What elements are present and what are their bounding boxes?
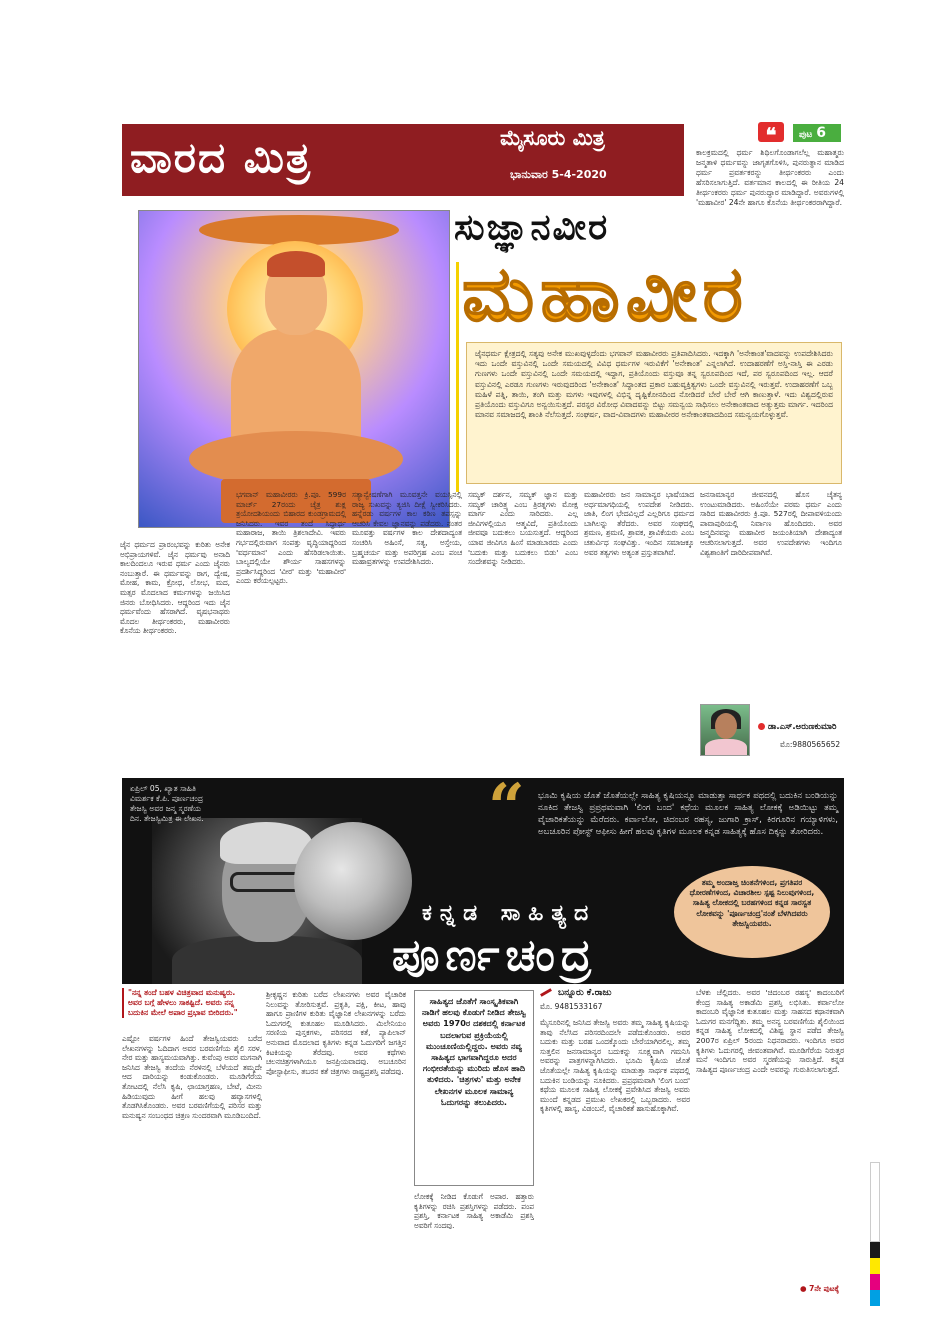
article-column-3: ಸತ್ಯಾನ್ವೇಷಣೆಗಾಗಿ ಮೂವತ್ತನೇ ವಯಸ್ಸಿನಲ್ಲಿ ರಾಜ್ಯ ಸುಖವನ್ನು ತ್ಯಜಿಸಿ ದೀಕ್ಷೆ ಸ್ವೀಕರಿಸಿದರು. ಹನ್ನೆರಡು ವರ್ಷಗಳ ಕಾಲ ಕಠಿಣ ತಪಸ್ಸನ್ನು ಆಚರಿಸಿ ಕೇವಲ ಜ್ಞಾನವನ್ನು ಪಡೆದರು. ನಂತರ ಮೂವತ್ತು ವರ್ಷಗಳ ಕಾಲ ದೇಶದಾದ್ಯಂತ ಸಂಚರಿಸಿ ಅಹಿಂಸೆ, ಸತ್ಯ, ಅಸ್ತೇಯ, ಬ್ರಹ್ಮಚರ್ಯ ಮತ್ತು ಅಪರಿಗ್ರಹ ಎಂಬ ಪಂಚ ಮಹಾವ್ರತಗಳನ್ನು ಉಪದೇಶಿಸಿದರು. bbox=[352, 490, 462, 567]
figure-hair bbox=[267, 251, 325, 277]
masthead-title: ವಾರದ ಮಿತ್ರ bbox=[130, 133, 312, 182]
lower-column-4: ಮೈಸೂರಿನಲ್ಲಿ ಜನಿಸಿದ ತೇಜಸ್ವಿ ಅವರು ತಮ್ಮ ಸಾಹಿತ್ಯ ಕೃಷಿಯನ್ನು ತಾವು ನೆಲೆಸಿದ ಪರಿಸರದಿಂದಲೇ ಪಡೆದುಕೊಂಡರು. ಅವರ ಬದುಕು ಮತ್ತು ಬರಹ ಒಂದಕ್ಕೊಂದು ಬೇರೆಯಾಗಿರಲಿಲ್ಲ. ತಮ್ಮ ಸುತ್ತಲಿನ ಜನಸಾಮಾನ್ಯರ ಬದುಕನ್ನು ಸೂಕ್ಷ್ಮವಾಗಿ ಗಮನಿಸಿ ಅವರನ್ನು ಪಾತ್ರಗಳನ್ನಾಗಿಸಿದರು. ಭೂಮಿ ಕೃಷಿಯ ಜೊತೆ ಜೊತೆಯಲ್ಲೇ ಸಾಹಿತ್ಯ ಕೃಷಿಯನ್ನು ಮಾಡುತ್ತಾ ಸಾರ್ಥಕ ಪಥದಲ್ಲಿ ಬದುಕಿನ ಬಂಡಿಯನ್ನು ನೂಕಿದರು. ಪ್ರಪ್ರಥಮವಾಗಿ 'ಲಿಂಗ ಬಂದ' ಕಥೆಯ ಮೂಲಕ ಸಾಹಿತ್ಯ ಲೋಕಕ್ಕೆ ಪ್ರವೇಶಿಸಿದ ತೇಜಸ್ವಿ ಅವರು ಮುಂದೆ ಕನ್ನಡದ ಪ್ರಮುಖ ಲೇಖಕರಲ್ಲಿ ಒಬ್ಬರಾದರು. ಅವರ ಕೃತಿಗಳಲ್ಲಿ ಹಾಸ್ಯ, ವಿಡಂಬನೆ, ವೈಚಾರಿಕತೆ ಹಾಸುಹೊಕ್ಕಾಗಿವೆ. bbox=[540, 1018, 690, 1114]
feature-subtitle: ಕನ್ನಡ ಸಾಹಿತ್ಯದ bbox=[422, 900, 597, 926]
pen-icon bbox=[540, 988, 552, 997]
lower-column-3: ಲೋಕಕ್ಕೆ ನೀಡಿದ ಕೊಡುಗೆ ಅಪಾರ. ಹತ್ತಾರು ಕೃತಿಗಳನ್ನು ರಚಿಸಿ ಪ್ರಶಸ್ತಿಗಳನ್ನು ಪಡೆದರು. ಪಂಪ ಪ್ರಶಸ್ತಿ, ಕರ್ನಾಟಕ ಸಾಹಿತ್ಯ ಅಕಾಡೆಮಿ ಪ್ರಶಸ್ತಿ ಅವರಿಗೆ ಸಂದವು. bbox=[414, 1192, 534, 1230]
article-column-2: ಭಗವಾನ್ ಮಹಾವೀರರು ಕ್ರಿ.ಪೂ. 599ರ ಮಾರ್ಚ್ 27ರಂದು ಚೈತ್ರ ಶುಕ್ಲ ತ್ರಯೋದಶಿಯಂದು ಬಿಹಾರದ ಕುಂಡಗ್ರಾಮದಲ್ಲಿ ಜನಿಸಿದರು. ಇವರ ತಂದೆ ಸಿದ್ಧಾರ್ಥ ಮಹಾರಾಜ, ತಾಯಿ ತ್ರಿಶಲಾದೇವಿ. ಇವರು ಗರ್ಭದಲ್ಲಿರುವಾಗ ಸಂಪತ್ತು ವೃದ್ಧಿಯಾದ್ದರಿಂದ 'ವರ್ಧಮಾನ' ಎಂದು ಹೆಸರಿಡಲಾಯಿತು. ಬಾಲ್ಯದಲ್ಲಿಯೇ ಶೌರ್ಯ ಸಾಹಸಗಳನ್ನು ಪ್ರದರ್ಶಿಸಿದ್ದರಿಂದ 'ವೀರ' ಮತ್ತು 'ಮಹಾವೀರ' ಎಂದು ಕರೆಯಲ್ಪಟ್ಟರು. bbox=[236, 490, 346, 586]
author-name: ಡಾ.ಎಸ್.ಅರುಣಕುಮಾರಿ bbox=[768, 722, 837, 732]
author-photo bbox=[700, 704, 750, 756]
summary-box: ಜೈನಧರ್ಮ ಕ್ಷೇತ್ರದಲ್ಲಿ ಸತ್ಯವು ಅನೇಕ ಮುಖವುಳ್ಳದೆಂದು ಭಗವಾನ್ ಮಹಾವೀರರು ಪ್ರತಿಪಾದಿಸಿದರು. ಇದಕ್ಕಾಗಿ 'ಅನೇಕಾಂತ'ವಾದವನ್ನು ಉಪದೇಶಿಸಿದರು ಇದು ಒಂದೇ ವಸ್ತುವಿನಲ್ಲಿ ಒಂದೇ ಸಮಯದಲ್ಲಿ ವಿವಿಧ ಧರ್ಮಗಳ ಇರುವಿಕೆಗೆ 'ಅನೇಕಾಂತ' ಎನ್ನಲಾಗಿದೆ. ಉದಾಹರಣೆಗೆ ಅಸ್ತಿ-ನಾಸ್ತಿ ಈ ಎರಡು ಗುಣಗಳು ಒಂದೇ ವಸ್ತುವಿನಲ್ಲಿ ಒಂದೇ ಸಮಯದಲ್ಲಿ ಇದ್ದಾಗ, ಪ್ರತಿಯೊಂದು ವಸ್ತುವೂ ತನ್ನ ಸ್ವರೂಪದಿಂದ ಇದೆ, ಪರ ಸ್ವರೂಪದಿಂದ ಇಲ್ಲ. ಆದರೆ ವಸ್ತುವಿನಲ್ಲಿ ಎರಡೂ ಗುಣಗಳು ಇರುವುದರಿಂದ 'ಅನೇಕಾಂತ' ಸಿದ್ಧಾಂತದ ಪ್ರಕಾರ ಬಹುವ್ಯಕ್ತಿತ್ವಗಳು ಒಂದೇ ವಸ್ತುವಿನಲ್ಲಿ ಇರುತ್ತವೆ. ಉದಾಹರಣೆಗೆ ಒಬ್ಬ ಮಹಿಳೆ ಪತ್ನಿ, ತಾಯಿ, ತಂಗಿ ಮತ್ತು ಮಗಳು ಇವುಗಳಲ್ಲಿ ವಿಭಿನ್ನ ದೃಷ್ಟಿಕೋನದಿಂದ ನೋಡಿದರೆ ಬೇರೆ ಬೇರೆ ಆಗಿ ಕಾಣುತ್ತಾಳೆ. ಇದು ವಿಶ್ವದಲ್ಲಿರುವ ಪ್ರತಿಯೊಂದು ವಸ್ತುವಿಗೂ ಅನ್ವಯಿಸುತ್ತದೆ. ಪರಸ್ಪರ ವಿರೋಧ ವಿವಾದವನ್ನು ಬಿಟ್ಟು ಸಮನ್ವಯ ಸಾಧಿಸಲು ಅನೇಕಾಂತವಾದ ಅತ್ಯುತ್ತಮ ಮಾರ್ಗ. ಇದರಿಂದ ಮಾನವ ಸಮಾಜದಲ್ಲಿ ಶಾಂತಿ ನೆಲೆಸುತ್ತದೆ. ಸಂಘರ್ಷ, ವಾದ-ವಿವಾದಗಳು ಮಹಾವೀರರ ಅನೇಕಾಂತವಾದದಿಂದ ಸಮನ್ವಯಗೊಳ್ಳುತ್ತವೆ. bbox=[466, 342, 842, 484]
pull-quote: "ನನ್ನ ತಂದೆ ಬಹಳ ವಿಚಿತ್ರವಾದ ಮನುಷ್ಯರು. ಅವರ ಬಗ್ಗೆ ಹೇಳಲು ಸಾಕಷ್ಟಿದೆ. ಅವರು ನನ್ನ ಬದುಕಿನ ಮೇಲೆ ಅಪಾರ ಪ್ರಭಾವ ಬೀರಿದರು." bbox=[122, 988, 240, 1018]
photo-caption: ಏಪ್ರಿಲ್ 05, ಖ್ಯಾತ ಸಾಹಿತಿ ವಿಮರ್ಶಕ ಕೆ.ಪಿ. ಪೂರ್ಣಚಂದ್ರ ತೇಜಸ್ವಿ ಅವರ ಜನ್ಮ ಸ್ಮರಣೆಯ ದಿನ. ತೇಜಸ್ವಿಮಿತ್ರ ಈ ಲೇಖನ. bbox=[130, 784, 204, 823]
author-byline bbox=[758, 722, 848, 732]
color-registration-strip bbox=[870, 1162, 880, 1326]
author-byline-2 bbox=[540, 988, 690, 1014]
title-accent-line bbox=[456, 262, 459, 492]
lower-column-1: ಎಷ್ಟೋ ವರ್ಷಗಳ ಹಿಂದೆ ತೇಜಸ್ವಿಯವರು ಬರೆದ ಲೇಖನಗಳನ್ನು ಓದಿದಾಗ ಅವರ ಬರವಣಿಗೆಯ ಶೈಲಿ ಸರಳ, ನೇರ ಮತ್ತು ಹಾಸ್ಯಮಯವಾಗಿತ್ತು. ಕುವೆಂಪು ಅವರ ಮಗನಾಗಿ ಜನಿಸಿದ ತೇಜಸ್ವಿ ತಂದೆಯ ನೆರಳಿನಲ್ಲಿ ಬೆಳೆಯದೆ ತಮ್ಮದೇ ಆದ ದಾರಿಯನ್ನು ಕಂಡುಕೊಂಡರು. ಮೂಡಿಗೆರೆಯ ತೋಟದಲ್ಲಿ ನೆಲೆಸಿ ಕೃಷಿ, ಛಾಯಾಗ್ರಹಣ, ಬೇಟೆ, ಮೀನು ಹಿಡಿಯುವುದು ಹೀಗೆ ಹಲವು ಹವ್ಯಾಸಗಳಲ್ಲಿ ತೊಡಗಿಸಿಕೊಂಡರು. ಅವರ ಬರವಣಿಗೆಯಲ್ಲಿ ಪರಿಸರ ಮತ್ತು ಮನುಷ್ಯನ ಸಂಬಂಧದ ಚಿತ್ರಣ ಸುಂದರವಾಗಿ ಮೂಡಿಬಂದಿದೆ. bbox=[122, 1034, 262, 1120]
bullet-icon bbox=[758, 723, 765, 730]
author-name-2: ಬನ್ನೂರು ಕೆ.ರಾಜು bbox=[558, 988, 612, 998]
article-column-6: ಜನಸಾಮಾನ್ಯರ ಜೀವನದಲ್ಲಿ ಹೊಸ ಚೈತನ್ಯ ಉಂಟುಮಾಡಿದರು. ಅಹಿಂಸೆಯೇ ಪರಮ ಧರ್ಮ ಎಂದು ಸಾರಿದ ಮಹಾವೀರರು ಕ್ರಿ.ಪೂ. 527ರಲ್ಲಿ ದೀಪಾವಳಿಯಂದು ಪಾವಾಪುರಿಯಲ್ಲಿ ನಿರ್ವಾಣ ಹೊಂದಿದರು. ಅವರ ಜನ್ಮದಿನವನ್ನು ಮಹಾವೀರ ಜಯಂತಿಯಾಗಿ ದೇಶಾದ್ಯಂತ ಆಚರಿಸಲಾಗುತ್ತದೆ. ಅವರ ಉಪದೇಶಗಳು ಇಂದಿಗೂ ವಿಶ್ವಶಾಂತಿಗೆ ದಾರಿದೀಪವಾಗಿವೆ. bbox=[700, 490, 842, 557]
quote-icon: ❝ bbox=[758, 122, 784, 142]
article-column-5: ಮಹಾವೀರರು ಜನ ಸಾಮಾನ್ಯರ ಭಾಷೆಯಾದ ಅರ್ಧಮಾಗಧಿಯಲ್ಲಿ ಉಪದೇಶ ನೀಡಿದರು. ಜಾತಿ, ಲಿಂಗ ಭೇದವಿಲ್ಲದೆ ಎಲ್ಲರಿಗೂ ಧರ್ಮದ ಬಾಗಿಲನ್ನು ತೆರೆದರು. ಅವರ ಸಂಘದಲ್ಲಿ ಶ್ರಮಣ, ಶ್ರಮಣಿ, ಶ್ರಾವಕ, ಶ್ರಾವಿಕೆಯರು ಎಂಬ ಚತುರ್ವಿಧ ಸಂಘವಿತ್ತು. ಇಂದಿನ ಸಮಾಜಕ್ಕೂ ಅವರ ತತ್ವಗಳು ಅತ್ಯಂತ ಪ್ರಸ್ತುತವಾಗಿವೆ. bbox=[584, 490, 694, 557]
continued-label: ● 7ನೇ ಪುಟಕ್ಕೆ bbox=[800, 1284, 840, 1293]
lower-column-2: ಶ್ರೀಕೃಷ್ಣನ ಕುರಿತು ಬರೆದ ಲೇಖನಗಳು ಅವರ ವೈಚಾರಿಕ ನಿಲುವನ್ನು ತೋರಿಸುತ್ತವೆ. ಪ್ರಕೃತಿ, ಪಕ್ಷಿ, ಕೀಟ, ಹಾವು ಹಾಗೂ ಪ್ರಾಣಿಗಳ ಕುರಿತು ವೈಜ್ಞಾನಿಕ ಲೇಖನಗಳನ್ನು ಬರೆದು ಓದುಗರಲ್ಲಿ ಕುತೂಹಲ ಮೂಡಿಸಿದರು. ಮಿಲೇನಿಯಂ ಸರಣಿಯ ಪುಸ್ತಕಗಳು, ಪರಿಸರದ ಕತೆ, ಪ್ಯಾಪಿಲಾನ್ ಅನುವಾದ ಮೊದಲಾದ ಕೃತಿಗಳು ಕನ್ನಡ ಓದುಗರಿಗೆ ಜಗತ್ತಿನ ಕಿಟಕಿಯನ್ನು ತೆರೆದವು. ಅವರ ಕಥೆಗಳು ಚಲನಚಿತ್ರಗಳಾಗಿಯೂ ಜನಪ್ರಿಯವಾದವು. ಅಬಚೂರಿನ ಪೋಸ್ಟಾಫೀಸು, ತಬರನ ಕತೆ ಚಿತ್ರಗಳು ರಾಷ್ಟ್ರಪ್ರಶಸ್ತಿ ಪಡೆದವು. bbox=[266, 990, 406, 1076]
page-number: 6 bbox=[816, 125, 826, 141]
portrait-shoulders bbox=[172, 936, 362, 984]
article-title: ಮಹಾವೀರ bbox=[462, 249, 749, 338]
page-label: ಪುಟ bbox=[799, 130, 813, 140]
masthead-date: ಭಾನುವಾರ 5-4-2020 bbox=[510, 168, 607, 181]
feature-title: ಪೂರ್ಣಚಂದ್ರ bbox=[392, 930, 598, 981]
feature-quote: ಭೂಮಿ ಕೃಷಿಯ ಜೊತೆ ಜೊತೆಯಲ್ಲೇ ಸಾಹಿತ್ಯ ಕೃಷಿಯನ್ನೂ ಮಾಡುತ್ತಾ ಸಾರ್ಥಕ ಪಥದಲ್ಲಿ ಬದುಕಿನ ಬಂಡಿಯನ್ನು ನೂಕಿದ ತೇಜಸ್ವಿ ಪ್ರಪ್ರಥಮವಾಗಿ 'ಲಿಂಗ ಬಂದ' ಕಥೆಯ ಮೂಲಕ ಸಾಹಿತ್ಯ ಲೋಕಕ್ಕೆ ಅಡಿಯಿಟ್ಟು ತಮ್ಮ ವೈಚಾರಿಕತೆಯನ್ನು ಮೆರೆದರು. ಕರ್ವಾಲೋ, ಚಿದಂಬರ ರಹಸ್ಯ, ಜುಗಾರಿ ಕ್ರಾಸ್, ಕಿರಗೂರಿನ ಗಯ್ಯಾಳಿಗಳು, ಅಬಚೂರಿನ ಪೋಸ್ಟ್ ಆಫೀಸು ಹೀಗೆ ಹಲವು ಕೃತಿಗಳ ಮೂಲಕ ಕನ್ನಡ ಸಾಹಿತ್ಯಕ್ಕೆ ಹೊಸ ದಿಕ್ಕನ್ನು ತೋರಿದರು. bbox=[538, 791, 838, 837]
page-number-tab bbox=[793, 124, 841, 142]
author-face bbox=[715, 713, 737, 739]
mahavira-image bbox=[138, 210, 450, 528]
highlight-circle: ತಮ್ಮ ಅಂದಾಜ್ತ ಚಿಂತನೆಗಳಿಂದ, ಪ್ರಗತಿಪರ ಧೋರಣೆಗಳಿಂದ, ವಿಚಾರಶೀಲ ಸ್ಪಷ್ಟ ನಿಲುವುಗಳಿಂದ, ಸಾಹಿತ್ಯ ಲೋಕದಲ್ಲಿ ಬರಹಗಳಿಂದ ಕನ್ನಡ ಸಾರಸ್ವತ ಲೋಕವನ್ನು 'ಪೂರ್ಣಚಂದ್ರ'ನಂತೆ ಬೆಳಗಿದವರು ತೇಜಸ್ವಿಯವರು. bbox=[674, 866, 830, 958]
boxed-highlight: ಸಾಹಿತ್ಯದ ಜೊತೆಗೆ ಸಾಂಸ್ಕೃತಿಕವಾಗಿ ನಾಡಿಗೆ ಹಲವು ಕೊಡುಗೆ ನೀಡಿದ ತೇಜಸ್ವಿ ಅವರು 1970ರ ದಶಕದಲ್ಲಿ ಕರ್ನಾಟಕ ಬದಲಾಗುವ ಪ್ರಕ್ರಿಯೆಯಲ್ಲಿ ಮುಂಚೂಣಿಯಲ್ಲಿದ್ದರು. ಅವರು ನವ್ಯ ಸಾಹಿತ್ಯದ ಭಾಗವಾಗಿದ್ದರೂ ಅದರ ಗಂಭೀರತೆಯನ್ನು ಮುರಿದು ಹೊಸ ಹಾದಿ ತುಳಿದರು. 'ಚಿತ್ರಗಳು' ಮತ್ತು ಅನೇಕ ಲೇಖನಗಳ ಮೂಲಕ ಸಾಮಾನ್ಯ ಓದುಗರನ್ನು ತಲುಪಿದರು. bbox=[414, 990, 534, 1186]
author-phone-2: ಮೊ. 9481533167 bbox=[540, 1002, 603, 1011]
feature-band bbox=[122, 778, 844, 984]
intro-quote: ಕಾಲಕ್ರಮದಲ್ಲಿ ಧರ್ಮ ಶಿಥಿಲಗೊಂಡಾಗಲೆಲ್ಲ ಮಹಾತ್ಮರು ಜನ್ಮತಾಳಿ ಧರ್ಮವನ್ನು ಜಾಗೃತಗೊಳಿಸಿ, ಪುನರುತ್ಥಾನ ಮಾಡಿದ ಧರ್ಮ ಪ್ರವರ್ತಕರನ್ನು ತೀರ್ಥಂಕರರು ಎಂದು ಹೆಸರಿಸಲಾಗುತ್ತಿದೆ. ವರ್ತಮಾನ ಕಾಲದಲ್ಲಿ ಈ ರೀತಿಯ 24 ತೀರ್ಥಂಕರರು ಧರ್ಮ ಪುನರುದ್ಧಾರ ಮಾಡಿದ್ದಾರೆ. ಅವರುಗಳಲ್ಲಿ 'ಮಹಾವೀರ' 24ನೇ ಹಾಗೂ ಕೊನೆಯ ತೀರ್ಥಂಕರರಾಗಿದ್ದಾರೆ. bbox=[696, 148, 844, 207]
article-subtitle: ಸುಜ್ಞಾನವೀರ bbox=[454, 206, 610, 248]
quote-icon: “ bbox=[488, 778, 525, 845]
article-column-1: ಜೈನ ಧರ್ಮದ ಪ್ರಾರಂಭವನ್ನು ಕುರಿತು ಅನೇಕ ಅಭಿಪ್ರಾಯಗಳಿವೆ. ಜೈನ ಧರ್ಮವು ಅನಾದಿ ಕಾಲದಿಂದಲೂ ಇರುವ ಧರ್ಮ ಎಂದು ಜೈನರು ನಂಬುತ್ತಾರೆ. ಈ ಧರ್ಮವನ್ನು ರಾಗ, ದ್ವೇಷ, ಮೋಹ, ಕಾಮ, ಕ್ರೋಧ, ಲೋಭ, ಮದ, ಮತ್ಸರ ಮೊದಲಾದ ಕರ್ಮಗಳನ್ನು ಜಯಿಸಿದ ಜಿನರು ಬೋಧಿಸಿದರು. ಆದ್ದರಿಂದ ಇದು ಜೈನ ಧರ್ಮವೆಂದು ಹೆಸರಾಗಿದೆ. ವೃಷಭನಾಥರು ಮೊದಲ ತೀರ್ಥಂಕರರು, ಮಹಾವೀರರು ಕೊನೆಯ ತೀರ್ಥಂಕರರು. bbox=[120, 540, 230, 636]
author-shoulders bbox=[705, 739, 747, 756]
article-column-4: ಸಮ್ಯಕ್ ದರ್ಶನ, ಸಮ್ಯಕ್ ಜ್ಞಾನ ಮತ್ತು ಸಮ್ಯಕ್ ಚಾರಿತ್ರ್ಯ ಎಂಬ ತ್ರಿರತ್ನಗಳು ಮೋಕ್ಷ ಮಾರ್ಗ ಎಂದು ಸಾರಿದರು. ಎಲ್ಲ ಜೀವಿಗಳಲ್ಲಿಯೂ ಆತ್ಮವಿದೆ, ಪ್ರತಿಯೊಂದು ಜೀವವೂ ಬದುಕಲು ಬಯಸುತ್ತದೆ. ಆದ್ದರಿಂದ ಯಾವ ಜೀವಿಗೂ ಹಿಂಸೆ ಮಾಡಬಾರದು ಎಂದು 'ಬದುಕು ಮತ್ತು ಬದುಕಲು ಬಿಡು' ಎಂಬ ಸಂದೇಶವನ್ನು ನೀಡಿದರು. bbox=[468, 490, 578, 567]
masthead bbox=[122, 124, 684, 196]
author-phone: ಮೊ:9880565652 bbox=[780, 740, 841, 749]
glasses-icon bbox=[230, 872, 304, 892]
lower-column-5: ಬೆಳಕು ಚೆಲ್ಲಿದರು. ಅವರ 'ಚಿದಂಬರ ರಹಸ್ಯ' ಕಾದಂಬರಿಗೆ ಕೇಂದ್ರ ಸಾಹಿತ್ಯ ಅಕಾಡೆಮಿ ಪ್ರಶಸ್ತಿ ಲಭಿಸಿತು. ಕರ್ವಾಲೋ ಕಾದಂಬರಿ ವೈಜ್ಞಾನಿಕ ಕುತೂಹಲ ಮತ್ತು ಸಾಹಸದ ಕಥಾನಕವಾಗಿ ಓದುಗರ ಮನಗೆದ್ದಿತು. ತಮ್ಮ ಅನನ್ಯ ಬರವಣಿಗೆಯ ಶೈಲಿಯಿಂದ ಕನ್ನಡ ಸಾಹಿತ್ಯ ಲೋಕದಲ್ಲಿ ವಿಶಿಷ್ಟ ಸ್ಥಾನ ಪಡೆದ ತೇಜಸ್ವಿ 2007ರ ಏಪ್ರಿಲ್ 5ರಂದು ನಿಧನರಾದರು. ಇಂದಿಗೂ ಅವರ ಕೃತಿಗಳು ಓದುಗರಲ್ಲಿ ಜೀವಂತವಾಗಿವೆ. ಮೂಡಿಗೆರೆಯ ನಿರುತ್ತರ ಮನೆ ಇಂದಿಗೂ ಅವರ ಸ್ಮರಣೆಯನ್ನು ಸಾರುತ್ತಿದೆ. ಕನ್ನಡ ಸಾಹಿತ್ಯದ ಪೂರ್ಣಚಂದ್ರ ಎಂದೇ ಅವರನ್ನು ಗುರುತಿಸಲಾಗುತ್ತದೆ. bbox=[696, 988, 844, 1074]
masthead-brand: ಮೈಸೂರು ಮಿತ್ರ bbox=[500, 126, 605, 150]
moon-image bbox=[294, 822, 412, 940]
